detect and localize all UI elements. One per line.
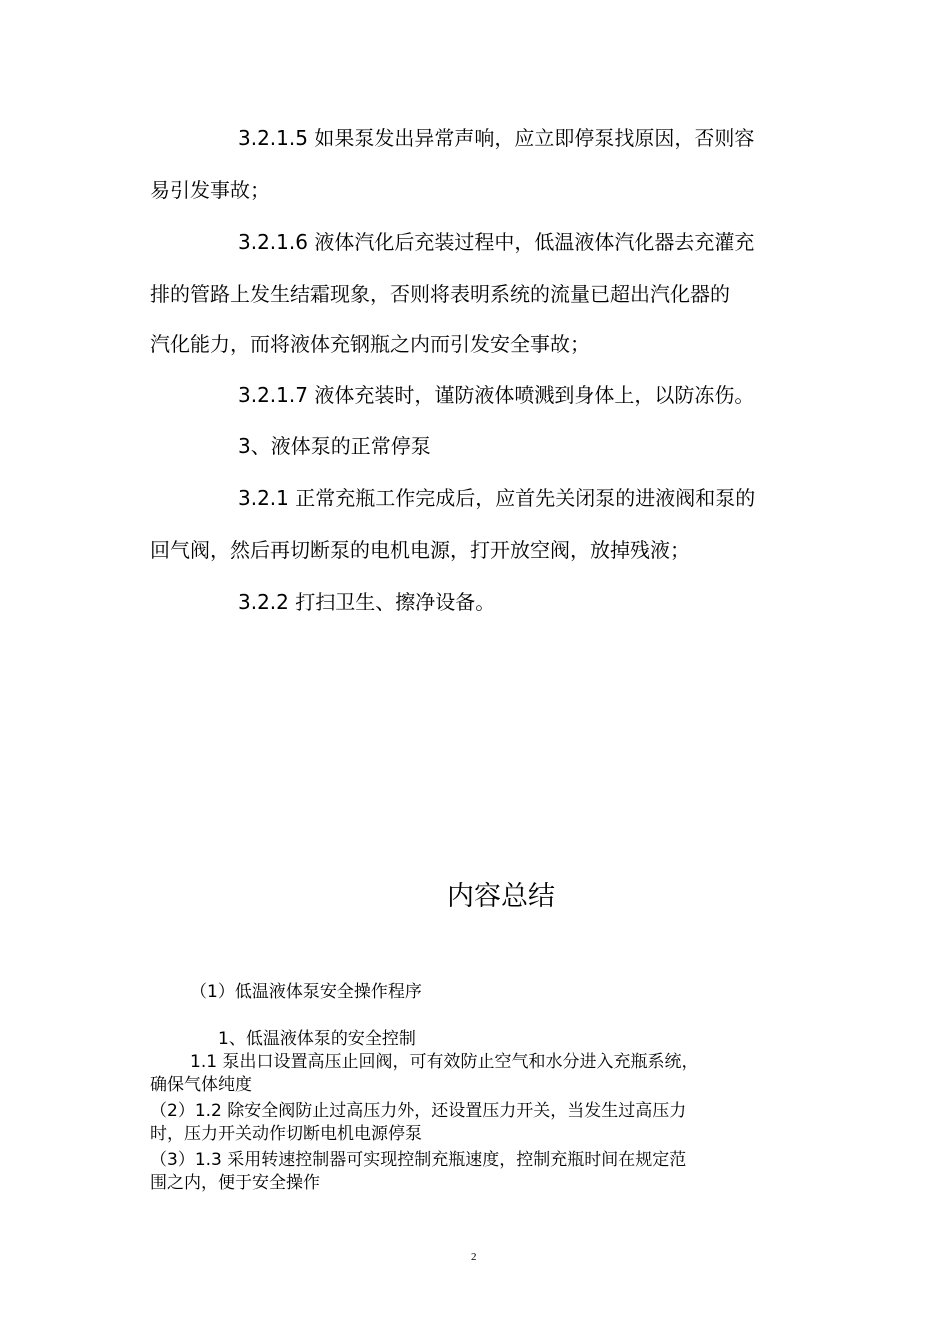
body-line: 3.2.2 打扫卫生、擦净设备。 [238, 590, 496, 614]
body-line: 3.2.1.7 液体充装时，谨防液体喷溅到身体上，以防冻伤。 [238, 383, 755, 407]
body-line: 3.2.1.5 如果泵发出异常声响，应立即停泵找原因，否则容 [238, 126, 755, 150]
body-line: 3.2.1 正常充瓶工作完成后，应首先关闭泵的进液阀和泵的 [238, 486, 756, 510]
body-line: 易引发事故； [150, 178, 270, 202]
summary-line: 1、低温液体泵的安全控制 [218, 1029, 416, 1049]
section-heading: 3、液体泵的正常停泵 [238, 434, 431, 458]
body-line: 排的管路上发生结霜现象，否则将表明系统的流量已超出汽化器的 [150, 282, 730, 306]
page-number: 2 [471, 1251, 477, 1263]
body-line: 汽化能力，而将液体充钢瓶之内而引发安全事故； [150, 332, 590, 356]
summary-line: （1）低温液体泵安全操作程序 [190, 982, 422, 1002]
summary-title: 内容总结 [447, 881, 555, 912]
summary-line: （3）1.3 采用转速控制器可实现控制充瓶速度，控制充瓶时间在规定范 [150, 1150, 687, 1170]
body-line: 回气阀，然后再切断泵的电机电源，打开放空阀，放掉残液； [150, 538, 690, 562]
summary-line: （2）1.2 除安全阀防止过高压力外，还设置压力开关，当发生过高压力 [150, 1101, 687, 1121]
summary-line: 1.1 泵出口设置高压止回阀，可有效防止空气和水分进入充瓶系统， [190, 1052, 699, 1072]
summary-line: 确保气体纯度 [150, 1075, 252, 1095]
summary-line: 时，压力开关动作切断电机电源停泵 [150, 1124, 422, 1144]
summary-line: 围之内，便于安全操作 [150, 1173, 320, 1193]
body-line: 3.2.1.6 液体汽化后充装过程中，低温液体汽化器去充灌充 [238, 230, 755, 254]
